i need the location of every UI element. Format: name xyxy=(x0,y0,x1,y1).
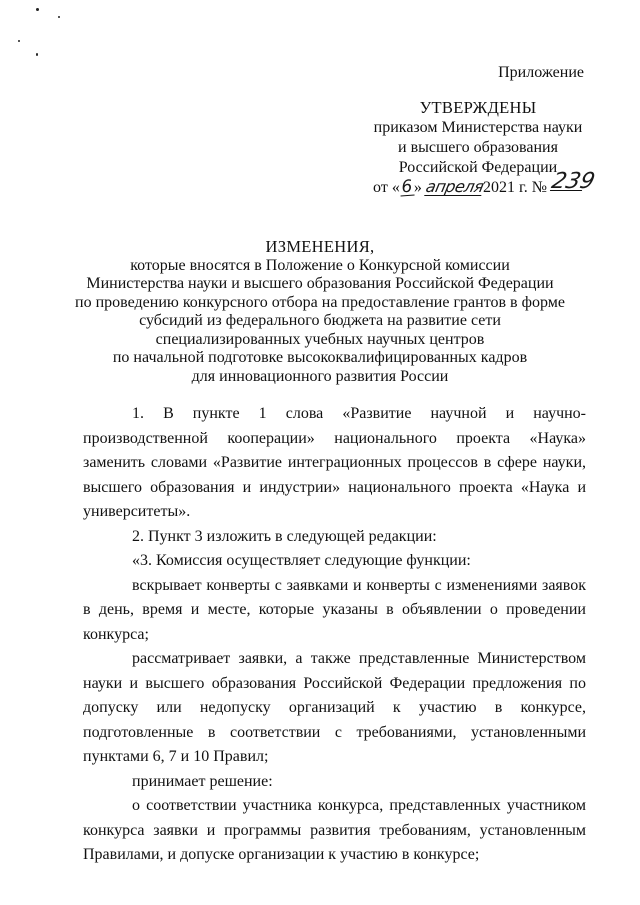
handwritten-day: 6 xyxy=(400,176,413,198)
heading-line: Министерства науки и высшего образования Российской Федерации xyxy=(86,275,554,292)
approval-line: Российской Федерации xyxy=(398,159,558,176)
date-separator: » xyxy=(413,179,422,196)
date-year: 2021 г. № xyxy=(482,179,547,196)
scan-speck xyxy=(18,40,20,42)
scan-speck xyxy=(36,8,39,11)
body-paragraph: рассматривает заявки, а также представленные Министерством науки и высшего образования Российской Федерации предложения по допуску или недопуску организаций к участию в конкурсе, подготовленные в соответствии с требованиями, установленными пунктами 6, 7 и 10 Правил; xyxy=(83,650,586,765)
heading-line: специализированных учебных научных центров xyxy=(155,330,485,348)
approval-title: УТВЕРЖДЕНЫ xyxy=(419,98,537,117)
heading-line: по начальной подготовке высококвалифицированных кадров xyxy=(112,349,528,366)
approval-date-line xyxy=(358,169,598,198)
body-paragraph: «3. Комиссия осуществляет следующие функции: xyxy=(132,552,471,569)
body-paragraph: 1. В пункте 1 слова «Развитие научной и научно-производственной кооперации» национального проекта «Наука» заменить словами «Развитие интеграционных процессов в сфере науки, высшего образования и индустрии» национального проекта «Наука и университеты». xyxy=(83,405,586,520)
handwritten-order-number: 239 xyxy=(549,169,598,194)
approval-line: и высшего образования xyxy=(398,139,558,156)
body-paragraph: о соответствии участника конкурса, представленных участником конкурса заявки и программы развития требованиям, установленным Правилами, и допуске организации к участию в конкурсе; xyxy=(83,797,586,863)
appendix-label: Приложение xyxy=(498,64,584,81)
scan-speck xyxy=(58,16,60,18)
document-body xyxy=(83,402,586,868)
heading-title: ИЗМЕНЕНИЯ, xyxy=(265,237,375,256)
body-paragraph: принимает решение: xyxy=(132,772,273,790)
heading-line: по проведению конкурсного отбора на предоставление грантов в форме xyxy=(75,293,565,311)
heading-line: субсидий из федерального бюджета на развитие сети xyxy=(139,312,501,329)
heading-line: для инновационного развития России xyxy=(191,367,449,385)
body-paragraph: 2. Пункт 3 изложить в следующей редакции: xyxy=(132,527,437,545)
body-paragraph: вскрывает конверты с заявками и конверты с изменениями заявок в день, время и месте, которые указаны в объявлении о проведении конкурса; xyxy=(83,576,586,643)
date-prefix: от « xyxy=(373,179,400,196)
approval-block xyxy=(358,98,598,198)
scan-speck xyxy=(36,53,38,56)
approval-line: приказом Министерства науки xyxy=(373,119,583,136)
heading-line: которые вносятся в Положение о Конкурсной комиссии xyxy=(130,256,510,274)
document-heading xyxy=(70,238,570,386)
handwritten-month: апреля xyxy=(424,177,486,196)
